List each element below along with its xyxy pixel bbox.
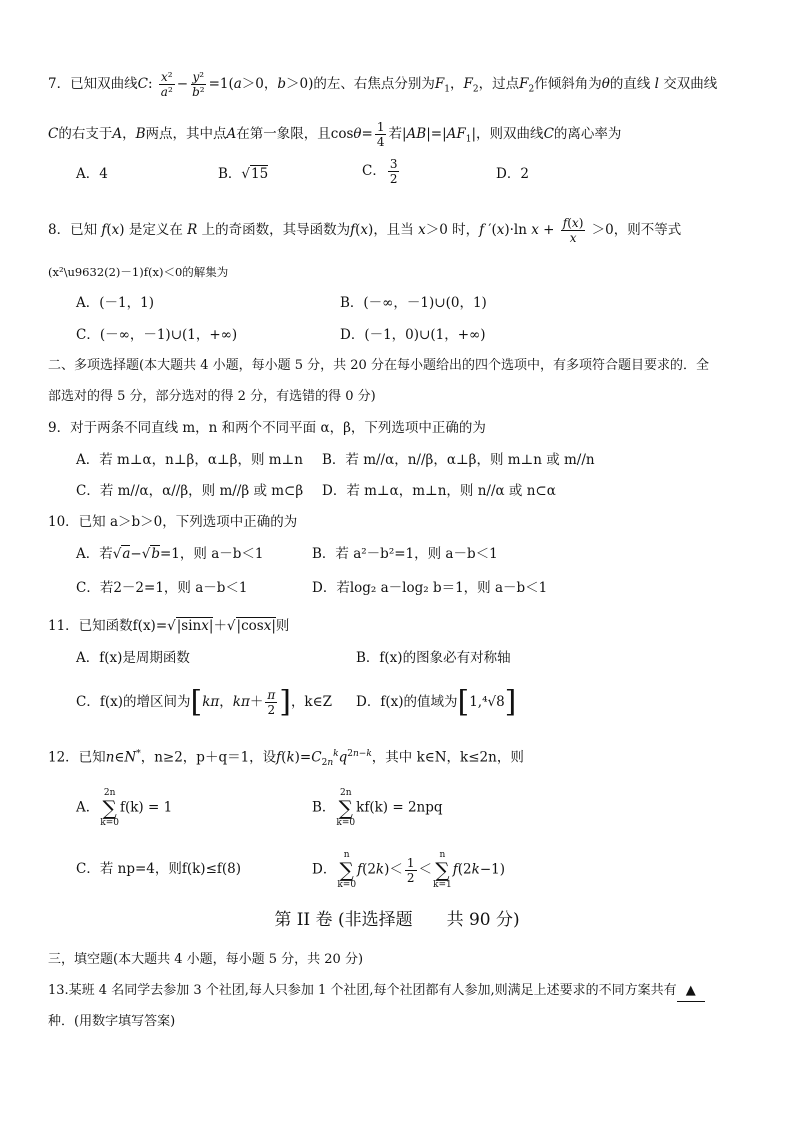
q13-line1: 13.某班 4 名同学去参加 3 个社团,每人只参加 1 个社团,每个社团都有人参加,则满足上述要求的不同方案共有 ▲ (48, 981, 705, 1002)
q10-option-c: C．若2－2=1，则 a－b＜1 (76, 580, 248, 596)
q9-option-c: C．若 m//α，α//β，则 m//β 或 m⊂β (76, 483, 304, 499)
section-2-heading-line1: 二、多项选择题(本大题共 4 小题，每小题 5 分，共 20 分在每小题给出的四个选项中，有多项符合题目要求的．全 (48, 358, 709, 373)
q9-stem: 9．对于两条不同直线 m，n 和两个不同平面 α，β，下列选项中正确的为 (48, 420, 486, 436)
q7-option-b: B．√15 (218, 166, 269, 182)
q10-option-a: A．若√a−√b=1，则 a－b＜1 (76, 546, 264, 562)
q8-option-d: D．(－1，0)∪(1，+∞) (340, 327, 486, 343)
q13-line2: 种．(用数字填写答案) (48, 1014, 176, 1029)
q11-option-a: A．f(x)是周期函数 (76, 650, 190, 666)
q8-option-b: B．(－∞，－1)∪(0，1) (340, 295, 487, 311)
q12-option-d: D． n ∑ k=0 f(2k)＜ $\frac{1}{2}$ ＜ n ∑ k=1 f(2k−1) (312, 850, 505, 890)
q9-option-d: D．若 m⊥α，m⊥n，则 n//α 或 n⊂α (322, 483, 556, 499)
q8-option-a: A．(－1，1) (76, 295, 154, 311)
q10-option-b: B．若 a²－b²=1，则 a－b＜1 (312, 546, 498, 562)
q8-line1: 8．已知 f(x) 是定义在 R 上的奇函数，其导函数为f(x)，且当 x＞0 时，f ′(x)·ln x + $\frac{f(x)}{x}$ ＞0，则不等式 (48, 216, 682, 245)
q11-option-c: C．f(x)的增区间为[kπ，kπ＋ $\frac{\pi}{2}$ ]，k∈Z (76, 684, 332, 720)
q9-option-b: B．若 m//α，n//β，α⊥β，则 m⊥n 或 m//n (322, 452, 595, 468)
q11-stem: 11．已知函数f(x)=√|sinx|＋√|cosx|则 (48, 618, 290, 634)
q7-line2: C的右支于A，B两点，其中点A在第一象限，且cosθ= $\frac{1}{4}$ 若$|AB|=|AF_1|$，则双曲线C的离心率为 (48, 120, 622, 149)
q7-option-c: C． $\frac{3}{2}$ (362, 157, 398, 186)
q10-stem: 10．已知 a＞b＞0，下列选项中正确的为 (48, 514, 298, 530)
q11-option-d: D．f(x)的值域为[1,⁴√8] (356, 684, 517, 720)
q10-option-d: D．若log₂ a－log₂ b＝1，则 a－b＜1 (312, 580, 548, 596)
q12-option-c: C．若 np=4，则f(k)≤f(8) (76, 861, 241, 877)
q7-line1: 7．已知双曲线C: $\frac{\text{x²}}{\text{a²}}$ − $\frac{\text{y²}}{\text{b²}}$ =1(a＞0，b＞0)的左、右焦点分别为$F_1$，$F_2$，过点$F_2$作倾斜角为θ的直线 l 交双曲线 (48, 70, 718, 99)
part-2-title: 第 II 卷 (非选择题 共 90 分) (274, 910, 520, 930)
q12-option-a: A． 2n ∑ k=0 f(k) = 1 (76, 788, 173, 828)
q12-stem: 12．已知n∈N*，n≥2，p＋q＝1，设$f(k)=C_{2n}^kq^{2n-k}$，其中 k∈N，k≤2n，则 (48, 749, 524, 769)
q11-option-b: B．f(x)的图象必有对称轴 (356, 650, 511, 666)
q7-option-a: A．4 (76, 166, 108, 182)
q9-option-a: A．若 m⊥α，n⊥β，α⊥β，则 m⊥n (76, 452, 303, 468)
answer-blank[interactable]: ▲ (677, 981, 705, 1002)
section-2-heading-line2: 部选对的得 5 分，部分选对的得 2 分，有选错的得 0 分) (48, 389, 376, 404)
q12-option-b: B． 2n ∑ k=0 kf(k) = 2npq (312, 788, 443, 828)
q8-option-c: C．(－∞，－1)∪(1，+∞) (76, 327, 238, 343)
q7-option-d: D．2 (496, 166, 529, 182)
q8-line2: (x²\u9632(2)－1)f(x)＜0的解集为 (48, 265, 229, 279)
section-3-heading: 三，填空题(本大题共 4 小题，每小题 5 分，共 20 分) (48, 952, 364, 967)
